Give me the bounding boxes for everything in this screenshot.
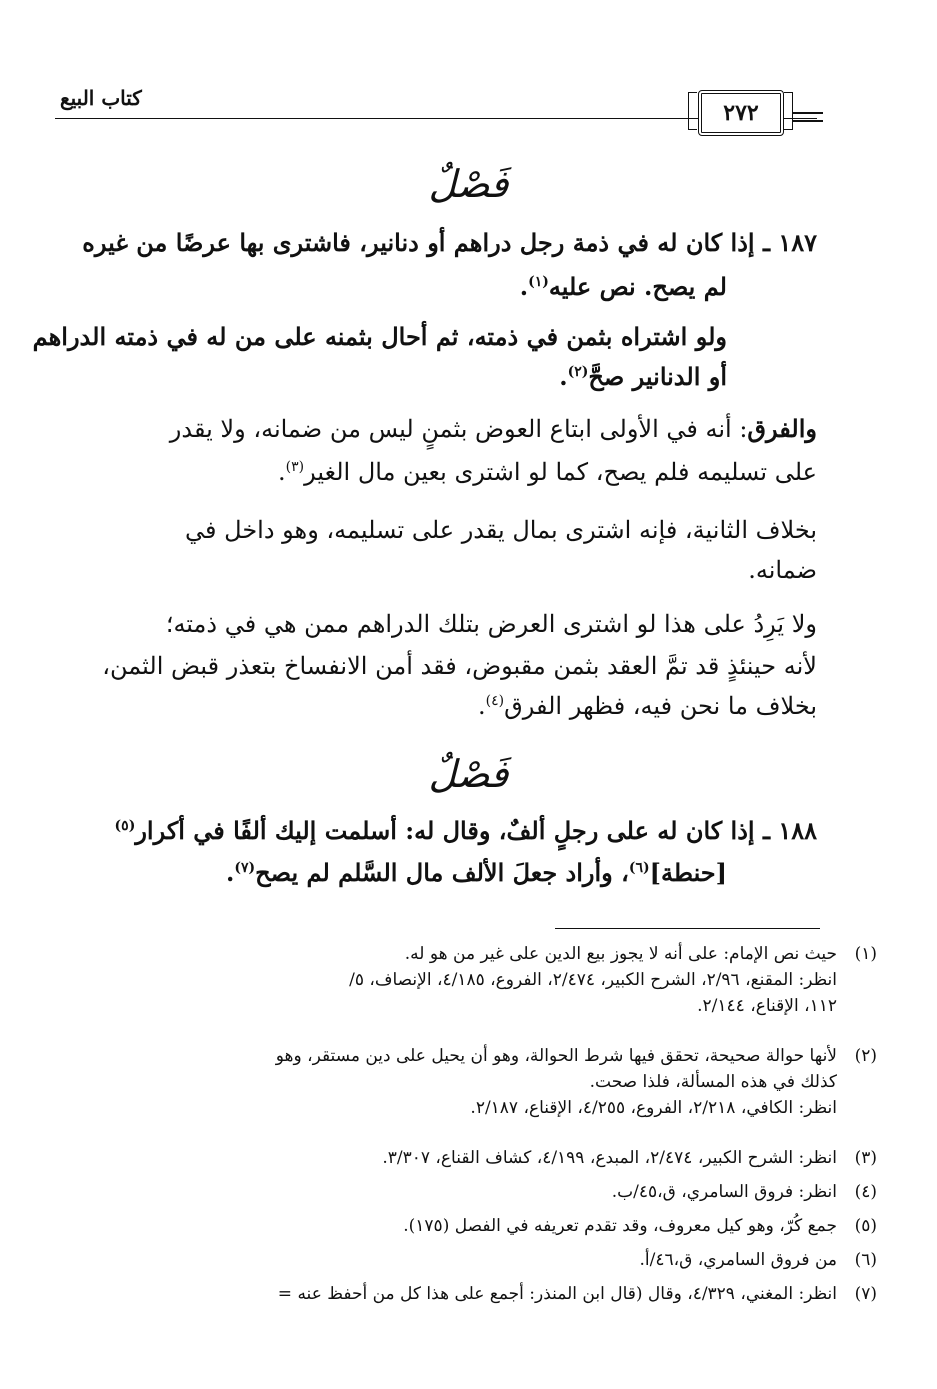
text: إذا كان له في ذمة رجل دراهم أو دنانير، فاشترى بها عرضًا من غيره (82, 228, 755, 257)
difference-line-6 (70, 652, 817, 680)
footnote-number: (١) (854, 944, 877, 964)
footnote-ref[interactable]: (٤) (485, 693, 505, 709)
footnote-line: انظر: الكافي، ٢/٢١٨، الفروع، ٤/٢٥٥، الإقناع، ٢/١٨٧. (470, 1098, 837, 1118)
text: بخلاف الثانية، فإنه اشترى بمال يقدر على تسليمه، وهو داخل في (185, 516, 817, 544)
text: إذا كان له على رجلٍ ألفٌ، وقال له: أسلمت إليك ألفًا في أكرار (135, 816, 755, 845)
text: ، وأراد جعلَ الألف مال السَّلم لم يصح (255, 858, 629, 887)
page-number-frame-right (784, 92, 793, 130)
footnote-2 (70, 1046, 877, 1118)
book-title: كتاب البيع (60, 86, 142, 110)
text: ولو اشتراه بثمن في ذمته، ثم أحال بثمنه على من له في ذمته الدراهم (32, 322, 727, 351)
footnote-number: (٥) (854, 1216, 877, 1236)
footnote-ref[interactable]: (٥) (114, 818, 136, 834)
ornament-line-top (793, 112, 823, 114)
footnote-number: (٧) (854, 1284, 877, 1304)
paragraph-187-line-4 (70, 362, 727, 391)
footnote-ref[interactable]: (٧) (234, 860, 256, 876)
difference-label: والفرق (747, 414, 817, 443)
footnote-7 (70, 1284, 877, 1304)
paragraph-187-line-1 (70, 228, 817, 257)
paragraph-187-line-3 (32, 322, 727, 351)
footnote-separator (555, 928, 820, 929)
footnote-line: من فروق السامري، ق،٤٦/أ. (639, 1250, 837, 1270)
difference-line-2 (70, 458, 817, 486)
footnote-line: لأنها حوالة صحيحة، تحقق فيها شرط الحوالة، وهو أن يحيل على دين مستقر، وهو (275, 1046, 837, 1066)
text: ولا يَرِدُ على هذا لو اشترى العرض بتلك الدراهم ممن هي في ذمته؛ (165, 610, 817, 638)
footnote-3 (70, 1148, 877, 1168)
text: . (226, 858, 235, 887)
footnote-1 (70, 944, 877, 1016)
text: أو الدنانير صحَّ (588, 362, 727, 391)
footnote-ref[interactable]: (٢) (567, 364, 589, 380)
difference-line-1 (70, 414, 817, 443)
text: بخلاف ما نحن فيه، فظهر الفرق (504, 692, 817, 720)
footnote-number: (٤) (854, 1182, 877, 1202)
text: . (278, 458, 286, 486)
footnote-line: كذلك في هذه المسألة، فلذا صحت. (589, 1072, 837, 1092)
footnote-number: (٦) (854, 1250, 877, 1270)
footnote-line: انظر: الشرح الكبير، ٢/٤٧٤، المبدع، ٤/١٩٩، كشاف القناع، ٣/٣٠٧. (382, 1148, 837, 1168)
text: على تسليمه فلم يصح، كما لو اشترى بعين مال الغير (304, 458, 817, 486)
footnote-line: حيث نص الإمام: على أنه لا يجوز بيع الدين على غير من هو له. (404, 944, 837, 964)
difference-line-5 (70, 610, 817, 638)
section-heading: فَصْلٌ (428, 162, 509, 206)
footnote-line: انظر: المقنع، ٢/٩٦، الشرح الكبير، ٢/٤٧٤، الفروع، ٤/١٨٥، الإنصاف، ٥/ (349, 970, 837, 990)
paragraph-187-line-2 (70, 272, 727, 301)
footnote-ref[interactable]: (٣) (285, 459, 305, 475)
text: . (519, 272, 529, 301)
footnote-4 (70, 1182, 877, 1202)
difference-line-7 (70, 692, 817, 720)
page-number: ٢٧٢ (698, 90, 784, 136)
footnote-number: (٣) (854, 1148, 877, 1168)
difference-line-3 (70, 516, 817, 544)
text: ضمانه. (748, 556, 817, 584)
text: [حنطة] (649, 858, 727, 887)
difference-line-4 (70, 556, 817, 584)
footnote-line: جمع كُرّ، وهو كيل معروف، وقد تقدم تعريفه في الفصل (١٧٥). (403, 1216, 837, 1236)
page-number-frame-left (688, 92, 697, 130)
paragraph-188-line-1 (70, 816, 817, 845)
text: : أنه في الأولى ابتاع العوض بثمنٍ ليس من ضمانه، ولا يقدر (169, 415, 748, 443)
footnote-line: انظر: فروق السامري، ق،٤٥/ب. (611, 1182, 837, 1202)
footnote-line: انظر: المغني، ٤/٣٢٩، وقال (قال ابن المنذر: أجمع على هذا كل من أحفظ عنه = (277, 1284, 837, 1304)
footnote-5 (70, 1216, 877, 1236)
footnote-ref[interactable]: (١) (528, 274, 549, 290)
footnote-line: ١١٢، الإقناع، ٢/١٤٤. (697, 996, 837, 1016)
text: . (559, 362, 568, 391)
paragraph-188-line-2 (70, 858, 727, 887)
paragraph-number: ١٨٧ ـ (762, 228, 817, 257)
footnote-number: (٢) (854, 1046, 877, 1066)
text: . (477, 692, 486, 720)
footnote-6 (70, 1250, 877, 1270)
footnote-ref[interactable]: (٦) (628, 860, 650, 876)
text: لم يصح. نص عليه (548, 272, 727, 301)
ornament-line-bottom (793, 120, 823, 122)
text: لأنه حينئذٍ قد تمَّ العقد بثمن مقبوض، فقد أمن الانفساخ بتعذر قبض الثمن، (102, 652, 817, 680)
paragraph-number: ١٨٨ ـ (762, 816, 817, 845)
section-heading: فَصْلٌ (428, 752, 509, 796)
